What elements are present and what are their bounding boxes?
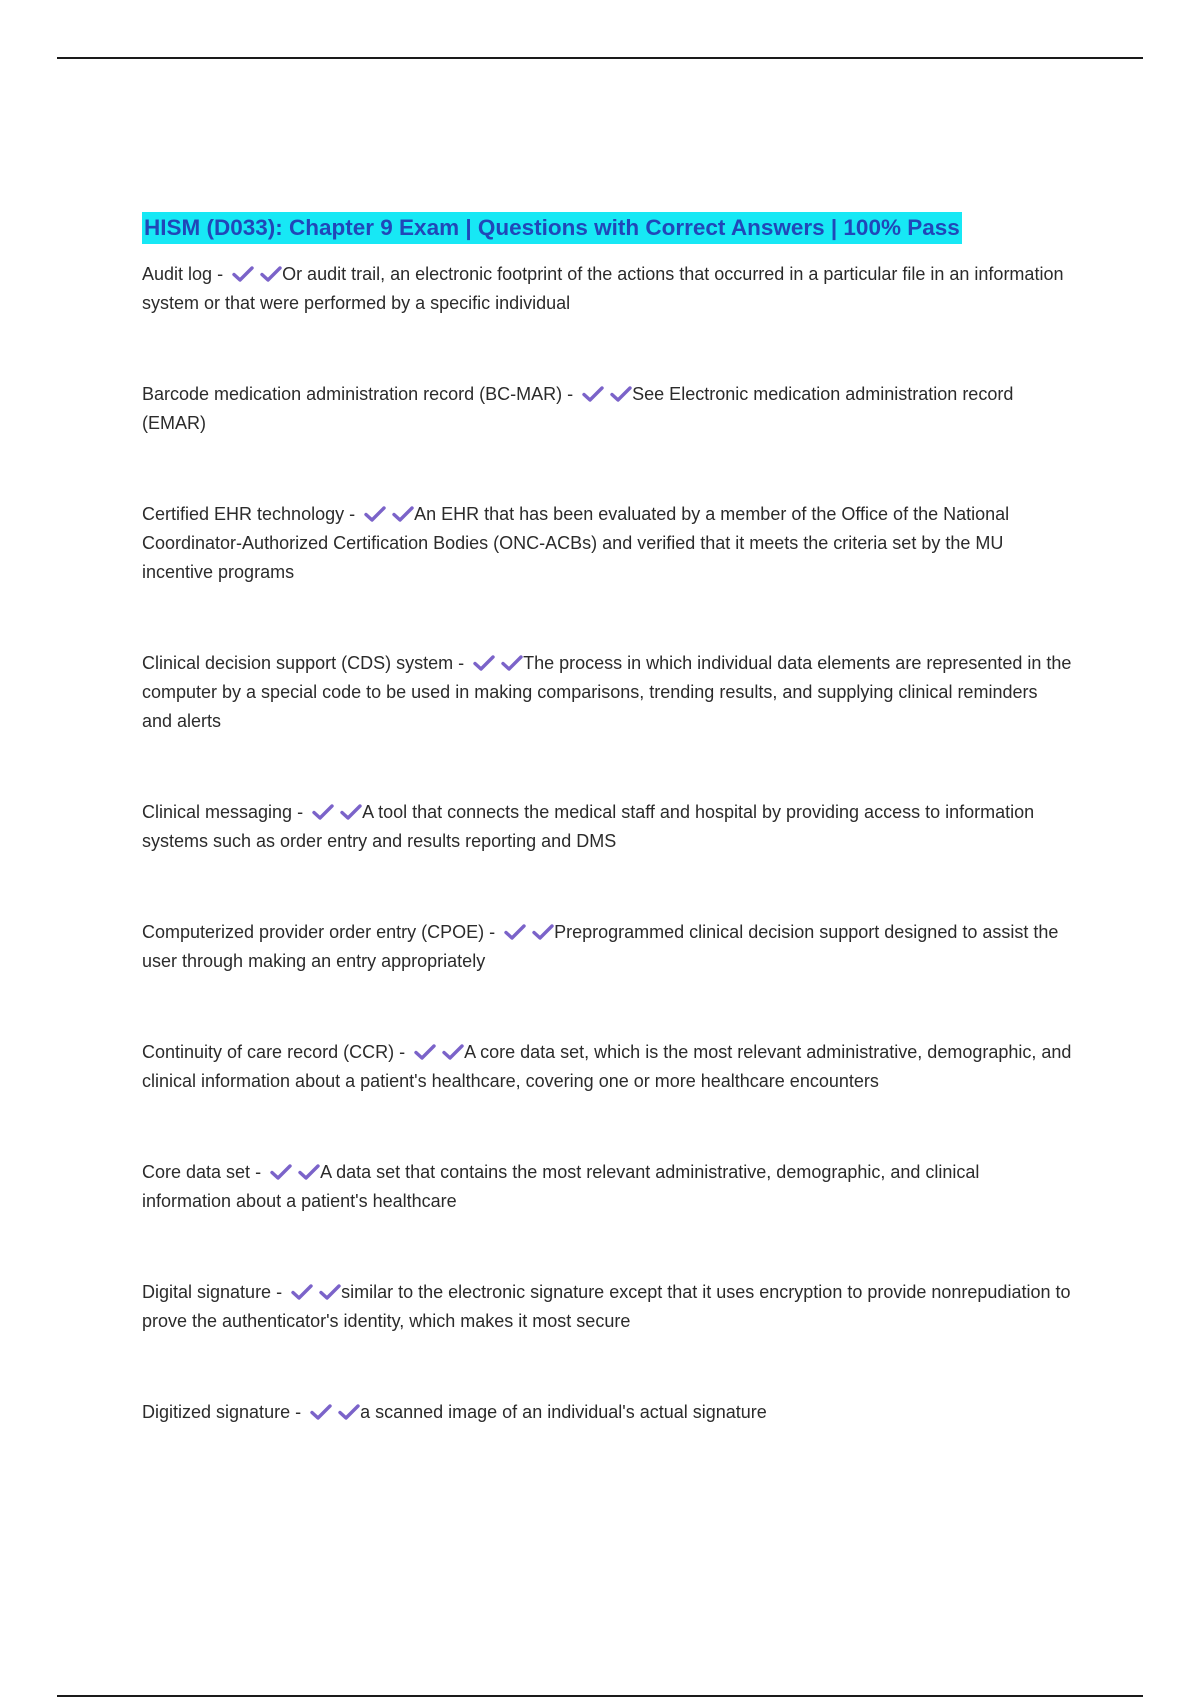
entry-term: Clinical messaging xyxy=(142,802,293,822)
glossary-entry xyxy=(142,1398,1072,1427)
bottom-rule xyxy=(57,1695,1143,1697)
checkmark-icon xyxy=(232,265,254,283)
entry-term: Digitized signature xyxy=(142,1402,291,1422)
entry-term: Core data set xyxy=(142,1162,251,1182)
entry-definition: similar to the electronic signature except that it uses encryption to provide nonrepudiation to prove the authenticator's identity, which makes it most secure xyxy=(142,1282,1071,1331)
checkmark-icon xyxy=(582,385,604,403)
entry-definition: a scanned image of an individual's actual signature xyxy=(360,1402,767,1422)
checkmark-icon xyxy=(310,1403,332,1421)
checkmark-icon xyxy=(392,505,414,523)
entry-definition: See Electronic medication administration record (EMAR) xyxy=(142,384,1014,433)
entry-separator: - xyxy=(250,1162,267,1182)
entry-separator: - xyxy=(484,922,501,942)
checkmark-icon xyxy=(414,1043,436,1061)
checkmark-icon xyxy=(340,803,362,821)
entry-separator: - xyxy=(344,504,361,524)
glossary-entry xyxy=(142,918,1072,976)
checkmark-icon xyxy=(610,385,632,403)
checkmark-icon xyxy=(291,1283,313,1301)
glossary-entry xyxy=(142,260,1072,318)
entry-definition: An EHR that has been evaluated by a member of the Office of the National Coordinator-Authorized Certification Bodies (ONC-ACBs) and verified that it meets the criteria set by the MU incentive programs xyxy=(142,504,1010,582)
checkmark-icon xyxy=(364,505,386,523)
entry-definition: The process in which individual data elements are represented in the computer by a special code to be used in making comparisons, trending results, and supplying clinical reminders and alerts xyxy=(142,653,1072,731)
checkmark-icon xyxy=(260,265,282,283)
entry-definition: A core data set, which is the most relevant administrative, demographic, and clinical information about a patient's healthcare, covering one or more healthcare encounters xyxy=(142,1042,1072,1091)
glossary-entry xyxy=(142,1278,1072,1336)
glossary-entry xyxy=(142,798,1072,856)
checkmark-icon xyxy=(298,1163,320,1181)
checkmark-icon xyxy=(338,1403,360,1421)
entry-term: Certified EHR technology xyxy=(142,504,345,524)
entry-separator: - xyxy=(394,1042,411,1062)
entry-definition: A tool that connects the medical staff and hospital by providing access to information systems such as order entry and results reporting and DMS xyxy=(142,802,1035,851)
glossary-entry xyxy=(142,1158,1072,1216)
entry-separator: - xyxy=(290,1402,307,1422)
entry-definition: Preprogrammed clinical decision support designed to assist the user through making an entry appropriately xyxy=(142,922,1059,971)
checkmark-icon xyxy=(473,654,495,672)
checkmark-icon xyxy=(532,923,554,941)
glossary-entry xyxy=(142,500,1072,587)
entry-definition: Or audit trail, an electronic footprint of the actions that occurred in a particular file in an information system or that were performed by a specific individual xyxy=(142,264,1064,313)
entry-term: Audit log xyxy=(142,264,213,284)
checkmark-icon xyxy=(442,1043,464,1061)
document-body xyxy=(142,212,1072,1489)
checkmark-icon xyxy=(312,803,334,821)
glossary-entry xyxy=(142,649,1072,736)
glossary-entry xyxy=(142,380,1072,438)
entry-term: Clinical decision support (CDS) system xyxy=(142,653,454,673)
glossary-entry xyxy=(142,1038,1072,1096)
checkmark-icon xyxy=(504,923,526,941)
entry-separator: - xyxy=(453,653,470,673)
entry-separator: - xyxy=(271,1282,288,1302)
checkmark-icon xyxy=(319,1283,341,1301)
entry-definition: A data set that contains the most relevant administrative, demographic, and clinical information about a patient's healthcare xyxy=(142,1162,980,1211)
checkmark-icon xyxy=(501,654,523,672)
document-title: HISM (D033): Chapter 9 Exam | Questions with Correct Answers | 100% Pass xyxy=(142,212,962,244)
entry-separator: - xyxy=(212,264,229,284)
entry-term: Continuity of care record (CCR) xyxy=(142,1042,395,1062)
checkmark-icon xyxy=(270,1163,292,1181)
entry-term: Computerized provider order entry (CPOE) xyxy=(142,922,485,942)
top-rule xyxy=(57,57,1143,59)
entry-term: Digital signature xyxy=(142,1282,272,1302)
entry-separator: - xyxy=(292,802,309,822)
entry-separator: - xyxy=(562,384,579,404)
entry-term: Barcode medication administration record (BC-MAR) xyxy=(142,384,563,404)
glossary-list xyxy=(142,260,1072,1427)
